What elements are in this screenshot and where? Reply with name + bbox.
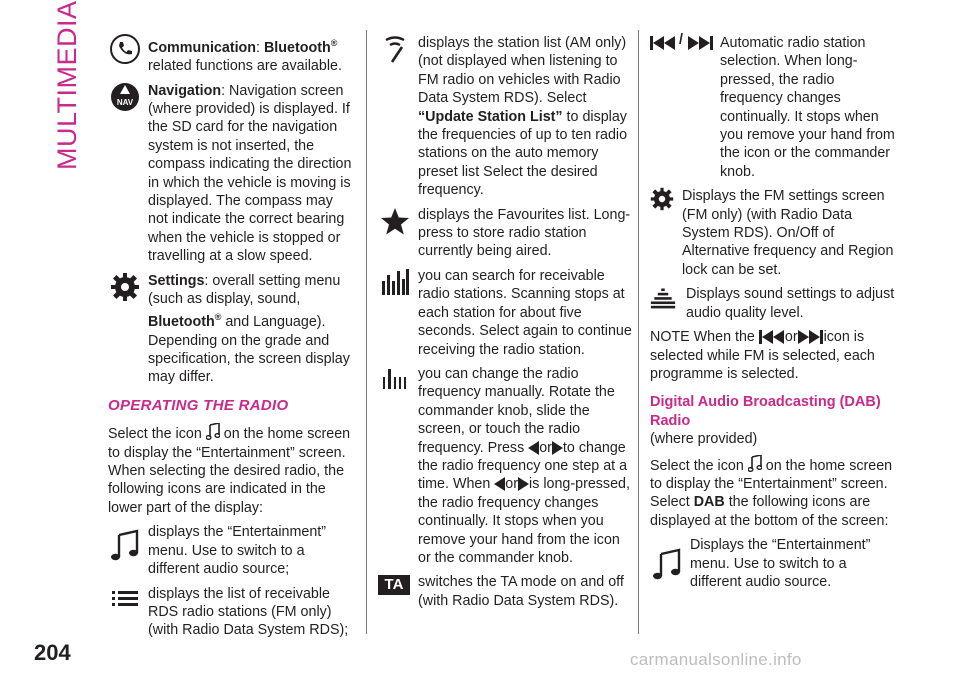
ta-icon: TA [378,575,410,595]
left-arrow-icon [528,441,539,455]
navigation-icon [110,82,140,112]
right-arrow-icon [552,441,563,455]
equalizer-icon [650,285,676,311]
ta-item: TA switches the TA mode on and off (with Radio Data System RDS). [378,573,632,610]
operating-radio-heading: OPERATING THE RADIO [108,396,289,414]
antenna-icon [380,34,410,64]
gear-icon [650,187,674,211]
navigation-item: NAV Navigation: Navigation screen (where provided) is displayed. If the SD card for the navigation system is not inserted, the compass indicating the direction in which the vehicle is moving is displayed. The compass may not indicate the correct bearing when the vehicle is stopped or travelling at a slow speed. [108,82,356,266]
music-note-icon [206,423,220,441]
entertainment-item: displays the “Entertainment” menu. Use to switch to a different audio source; [108,523,356,578]
search-item: you can search for receivable radio stations. Scanning stops at each station for about five seconds. Select again to continue receiving the radio station. [378,267,632,359]
seek-icons: / [650,34,716,54]
favourites-item: displays the Favourites list. Long-press to store radio station currently being aired. [378,206,632,261]
seek-forward-icon [798,330,824,344]
left-arrow-icon [494,477,505,491]
scan-icon [380,267,410,297]
dab-heading: Digital Audio Broadcasting (DAB) Radio [650,394,881,429]
seek-back-icon [759,330,785,344]
column-divider-2 [638,30,639,634]
gear-icon [110,272,140,302]
list-icon [110,585,140,615]
sound-settings-item: Displays sound settings to adjust audio quality level. [650,285,900,322]
section-title: MULTIMEDIA [52,0,82,170]
svg-text:NAV: NAV [116,97,134,107]
dab-entertainment-item: Displays the “Entertainment” menu. Use to switch to a different audio source. [650,536,900,591]
music-note-icon [652,542,682,580]
column-divider-1 [366,30,367,634]
page-number: 204 [34,640,71,665]
manual-tuning-item: you can change the radio frequency manually. Rotate the commander knob, slide the screen, or touch the radio frequency. Press or to change the radio frequency one step at a time. When or is long-pressed, the radio frequency changes continually. It stops when you remove your hand from the icon or the commander knob. [378,365,632,567]
note-paragraph: NOTE When the or icon is selected while FM is selected, each programme is selected. [650,329,875,382]
seek-forward-icon [688,36,714,50]
column-3 [650,34,900,597]
column-1 [108,34,356,646]
operating-paragraph: Select the icon on the home screen to display the “Entertainment” screen. When selecting the desired radio, the following icons are indicated in the lower part of the display: [108,423,356,517]
fm-settings-item: Displays the FM settings screen (FM only) (with Radio Data System RDS). On/Off of Alternative frequency and Region lock can be set. [650,187,900,279]
tuning-icon [380,365,410,395]
column-2 [378,34,632,616]
phone-icon [110,34,140,64]
dab-paragraph: Select the icon on the home screen to display the “Entertainment” screen. Select DAB the following icons are displayed at the bottom of the screen: [650,455,900,531]
communication-item: Communication: Bluetooth® related functions are available. [108,34,356,76]
am-station-list-item: displays the station list (AM only) (not displayed when listening to FM radio on vehicles with Radio Data System RDS). Select “Update Station List” to display the frequencies of up to ten radio stations on the auto memory preset list Select the desired frequency. [378,34,632,200]
station-list-item: displays the list of receivable RDS radio stations (FM only) (with Radio Data System RDS); [108,585,356,640]
auto-select-item: / Automatic radio station selection. When long-pressed, the radio frequency changes continually. It stops when you remove your hand from the icon or the commander knob. [650,34,900,181]
music-note-icon [748,455,762,473]
star-icon [380,206,410,236]
seek-back-icon [650,36,676,50]
right-arrow-icon [518,477,529,491]
watermark: carmanualsonline.info [630,650,802,669]
dab-where-provided: (where provided) [650,431,758,448]
music-note-icon [110,523,140,561]
settings-item: Settings: overall setting menu (such as display, sound, Bluetooth® and Language). Depending on the grade and specification, the screen display may differ. [108,272,356,387]
